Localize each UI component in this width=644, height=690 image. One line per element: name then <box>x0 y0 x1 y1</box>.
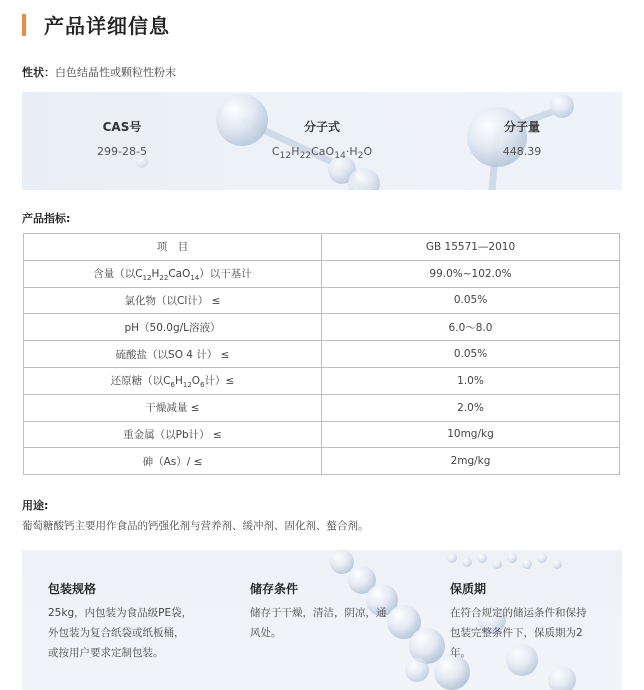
shelf-life-text: 在符合规定的储运条件和保持 包装完整条件下，保质期为2 年。 <box>450 607 587 659</box>
formula-label: 分子式 <box>303 120 340 134</box>
packaging-column <box>48 580 218 663</box>
shelf-life-column <box>450 580 620 663</box>
shelf-life-title: 保质期 <box>450 582 487 596</box>
spec-table <box>23 233 620 475</box>
table-row <box>24 314 620 341</box>
spec-item-cell: 含量（以$C_{12}H_{22}CaO_{14}$）以干基计 <box>24 260 322 287</box>
packaging-title: 包装规格 <box>48 582 97 596</box>
spec-item-cell: 干燥减量 ≤ <box>24 394 322 421</box>
spec-value-cell: 6.0～8.0 <box>322 314 620 341</box>
spec-item-cell: 还原糖（以$C_6H_{12}O_6$计）≤ <box>24 367 322 394</box>
spec-item-cell: 砷（As）/ ≤ <box>24 448 322 475</box>
molecule-info-panel <box>22 92 622 190</box>
table-row <box>24 341 620 368</box>
spec-value-cell: 2.0% <box>322 394 620 421</box>
info-panel <box>22 550 622 690</box>
packaging-text: 25kg，内包装为食品级PE袋， 外包装为复合纸袋或纸板桶， 或按用户要求定制包装。 <box>48 607 193 659</box>
spec-value-cell: 2mg/kg <box>322 448 620 475</box>
page-title: 产品详细信息 <box>44 14 170 38</box>
table-row <box>24 448 620 475</box>
spec-value-cell: 0.05% <box>322 341 620 368</box>
spec-item-cell: pH（50.0g/L溶液） <box>24 314 322 341</box>
spec-value-cell: 10mg/kg <box>322 421 620 448</box>
property-line <box>22 64 176 80</box>
formula-column <box>242 118 402 161</box>
property-value: 白色结晶性或颗粒性粉末 <box>55 66 176 79</box>
cas-label: CAS号 <box>102 120 142 134</box>
title-accent-bar <box>22 14 26 36</box>
spec-value-cell: 1.0% <box>322 367 620 394</box>
weight-label: 分子量 <box>503 120 540 134</box>
table-header-row <box>24 234 620 261</box>
property-label: 性状 <box>22 66 44 79</box>
cas-column <box>42 118 202 158</box>
spec-item-cell: 氯化物（以Cl计） ≤ <box>24 287 322 314</box>
table-row <box>24 421 620 448</box>
weight-value: 448.39 <box>502 145 542 158</box>
header-standard-cell: GB 15571—2010 <box>322 234 620 261</box>
spec-item-cell: 硫酸盐（以SO 4 计） ≤ <box>24 341 322 368</box>
weight-column <box>442 118 602 158</box>
table-row <box>24 367 620 394</box>
spec-value-cell: 0.05% <box>322 287 620 314</box>
header-item-cell: 项 目 <box>24 234 322 261</box>
spec-section-label: 产品指标: <box>22 212 71 225</box>
spec-item-cell: 重金属（以Pb计） ≤ <box>24 421 322 448</box>
storage-text: 储存于干燥，清洁，阴凉，通 风处。 <box>250 607 387 639</box>
usage-label: 用途: <box>22 499 49 512</box>
storage-title: 储存条件 <box>250 582 299 596</box>
table-row <box>24 260 620 287</box>
table-row <box>24 394 620 421</box>
property-colon: ： <box>44 66 55 79</box>
table-row <box>24 287 620 314</box>
formula-value: $C_{12}H_{22}CaO_{14}\cdot H_2O$ <box>271 145 373 162</box>
cas-value: 299-28-5 <box>97 145 147 158</box>
spec-value-cell: 99.0%~102.0% <box>322 260 620 287</box>
storage-column <box>250 580 420 643</box>
usage-text: 葡萄糖酸钙主要用作食品的钙强化剂与营养剂、缓冲剂、固化剂、螯合剂。 <box>22 520 369 532</box>
